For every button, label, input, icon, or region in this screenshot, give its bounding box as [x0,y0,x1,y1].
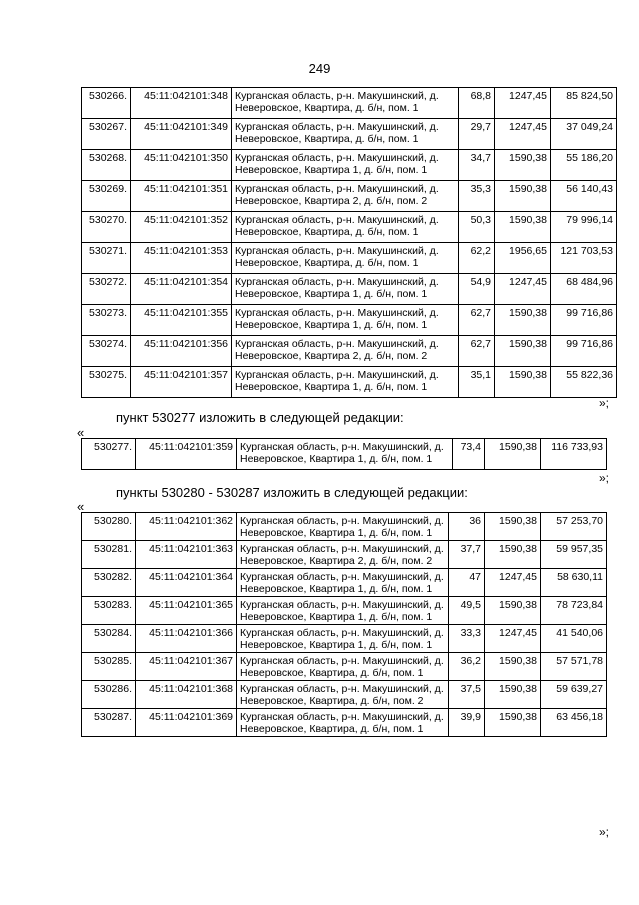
row-number-cell: 530284. [82,625,136,653]
address-cell: Курганская область, р-н. Макушинский, д. Неверовское, Квартира 1, д. б/н, пом. 1 [232,150,459,181]
area-cell: 62,2 [459,243,495,274]
cadastral-number-cell: 45:11:042101:350 [131,150,232,181]
cadastral-value-cell: 99 716,86 [551,336,617,367]
table-row [82,212,617,243]
cadastral-value-cell: 59 957,35 [541,541,607,569]
unit-price-cell: 1590,38 [485,709,541,737]
closing-quote-2: »; [598,471,609,485]
row-number-cell: 530272. [82,274,131,305]
area-cell: 35,1 [459,367,495,398]
table-row [82,119,617,150]
row-number-cell: 530274. [82,336,131,367]
unit-price-cell: 1590,38 [485,597,541,625]
register-table-1 [81,87,617,398]
address-cell: Курганская область, р-н. Макушинский, д. Неверовское, Квартира, д. б/н, пом. 1 [232,243,459,274]
cadastral-value-cell: 63 456,18 [541,709,607,737]
table-row [82,336,617,367]
table-row [82,681,607,709]
area-cell: 36 [449,513,485,541]
cadastral-number-cell: 45:11:042101:348 [131,88,232,119]
page-number: 249 [308,61,331,76]
area-cell: 62,7 [459,336,495,367]
table-row [82,150,617,181]
row-number-cell: 530266. [82,88,131,119]
cadastral-number-cell: 45:11:042101:353 [131,243,232,274]
cadastral-value-cell: 99 716,86 [551,305,617,336]
unit-price-cell: 1590,38 [485,513,541,541]
address-cell: Курганская область, р-н. Макушинский, д. Неверовское, Квартира, д. б/н, пом. 1 [232,119,459,150]
cadastral-number-cell: 45:11:042101:351 [131,181,232,212]
cadastral-number-cell: 45:11:042101:364 [136,569,237,597]
address-cell: Курганская область, р-н. Макушинский, д. Неверовское, Квартира, д. б/н, пом. 1 [232,212,459,243]
amendment-instruction-530280-530287: пункты 530280 - 530287 изложить в следующей редакции: [116,485,468,500]
table-row [82,274,617,305]
row-number-cell: 530281. [82,541,136,569]
unit-price-cell: 1247,45 [485,625,541,653]
unit-price-cell: 1590,38 [495,181,551,212]
area-cell: 37,7 [449,541,485,569]
table-row [82,541,607,569]
cadastral-number-cell: 45:11:042101:355 [131,305,232,336]
area-cell: 68,8 [459,88,495,119]
cadastral-value-cell: 68 484,96 [551,274,617,305]
unit-price-cell: 1590,38 [495,305,551,336]
cadastral-number-cell: 45:11:042101:359 [136,439,237,470]
row-number-cell: 530277. [82,439,136,470]
row-number-cell: 530268. [82,150,131,181]
cadastral-number-cell: 45:11:042101:349 [131,119,232,150]
cadastral-number-cell: 45:11:042101:366 [136,625,237,653]
address-cell: Курганская область, р-н. Макушинский, д. Неверовское, Квартира 1, д. б/н, пом. 1 [232,274,459,305]
area-cell: 35,3 [459,181,495,212]
area-cell: 54,9 [459,274,495,305]
area-cell: 29,7 [459,119,495,150]
address-cell: Курганская область, р-н. Макушинский, д. Неверовское, Квартира 2, д. б/н, пом. 2 [232,181,459,212]
table-row [82,439,607,470]
row-number-cell: 530287. [82,709,136,737]
table-row [82,653,607,681]
cadastral-number-cell: 45:11:042101:368 [136,681,237,709]
row-number-cell: 530271. [82,243,131,274]
cadastral-value-cell: 121 703,53 [551,243,617,274]
area-cell: 62,7 [459,305,495,336]
cadastral-number-cell: 45:11:042101:367 [136,653,237,681]
row-number-cell: 530282. [82,569,136,597]
table-row [82,513,607,541]
area-cell: 33,3 [449,625,485,653]
area-cell: 73,4 [453,439,485,470]
table-row [82,569,607,597]
address-cell: Курганская область, р-н. Макушинский, д. Неверовское, Квартира, д. б/н, пом. 1 [232,88,459,119]
unit-price-cell: 1590,38 [495,367,551,398]
table-row [82,181,617,212]
address-cell: Курганская область, р-н. Макушинский, д. Неверовское, Квартира 1, д. б/н, пом. 1 [237,597,449,625]
area-cell: 47 [449,569,485,597]
amendment-instruction-530277: пункт 530277 изложить в следующей редакции: [116,410,404,425]
address-cell: Курганская область, р-н. Макушинский, д. Неверовское, Квартира 2, д. б/н, пом. 2 [232,336,459,367]
register-table-3 [81,512,607,737]
cadastral-value-cell: 56 140,43 [551,181,617,212]
cadastral-number-cell: 45:11:042101:369 [136,709,237,737]
row-number-cell: 530275. [82,367,131,398]
unit-price-cell: 1247,45 [485,569,541,597]
closing-quote-3: »; [598,825,609,839]
row-number-cell: 530270. [82,212,131,243]
area-cell: 36,2 [449,653,485,681]
area-cell: 49,5 [449,597,485,625]
row-number-cell: 530280. [82,513,136,541]
cadastral-value-cell: 85 824,50 [551,88,617,119]
unit-price-cell: 1247,45 [495,119,551,150]
address-cell: Курганская область, р-н. Макушинский, д. Неверовское, Квартира 1, д. б/н, пом. 1 [232,305,459,336]
unit-price-cell: 1590,38 [485,541,541,569]
row-number-cell: 530273. [82,305,131,336]
address-cell: Курганская область, р-н. Макушинский, д. Неверовское, Квартира 1, д. б/н, пом. 1 [237,513,449,541]
table-row [82,305,617,336]
closing-quote-1: »; [598,396,609,410]
cadastral-value-cell: 57 253,70 [541,513,607,541]
cadastral-number-cell: 45:11:042101:365 [136,597,237,625]
unit-price-cell: 1590,38 [485,653,541,681]
address-cell: Курганская область, р-н. Макушинский, д. Неверовское, Квартира 1, д. б/н, пом. 1 [237,439,453,470]
cadastral-number-cell: 45:11:042101:363 [136,541,237,569]
table-row [82,88,617,119]
row-number-cell: 530286. [82,681,136,709]
address-cell: Курганская область, р-н. Макушинский, д. Неверовское, Квартира 1, д. б/н, пом. 1 [237,625,449,653]
area-cell: 34,7 [459,150,495,181]
opening-quote-2: « [77,425,85,440]
cadastral-value-cell: 58 630,11 [541,569,607,597]
address-cell: Курганская область, р-н. Макушинский, д. Неверовское, Квартира, д. б/н, пом. 1 [237,709,449,737]
unit-price-cell: 1590,38 [485,681,541,709]
area-cell: 39,9 [449,709,485,737]
unit-price-cell: 1247,45 [495,274,551,305]
cadastral-number-cell: 45:11:042101:352 [131,212,232,243]
cadastral-number-cell: 45:11:042101:354 [131,274,232,305]
cadastral-value-cell: 57 571,78 [541,653,607,681]
address-cell: Курганская область, р-н. Макушинский, д. Неверовское, Квартира, д. б/н, пом. 2 [237,681,449,709]
row-number-cell: 530285. [82,653,136,681]
address-cell: Курганская область, р-н. Макушинский, д. Неверовское, Квартира 1, д. б/н, пом. 1 [232,367,459,398]
address-cell: Курганская область, р-н. Макушинский, д. Неверовское, Квартира 1, д. б/н, пом. 1 [237,569,449,597]
table-row [82,709,607,737]
register-table-2 [81,438,607,470]
unit-price-cell: 1590,38 [495,336,551,367]
table-row [82,243,617,274]
area-cell: 37,5 [449,681,485,709]
address-cell: Курганская область, р-н. Макушинский, д. Неверовское, Квартира, д. б/н, пом. 1 [237,653,449,681]
cadastral-number-cell: 45:11:042101:357 [131,367,232,398]
cadastral-value-cell: 79 996,14 [551,212,617,243]
unit-price-cell: 1590,38 [485,439,541,470]
unit-price-cell: 1247,45 [495,88,551,119]
cadastral-value-cell: 59 639,27 [541,681,607,709]
area-cell: 50,3 [459,212,495,243]
row-number-cell: 530283. [82,597,136,625]
row-number-cell: 530267. [82,119,131,150]
opening-quote-3: « [77,499,85,514]
address-cell: Курганская область, р-н. Макушинский, д. Неверовское, Квартира 2, д. б/н, пом. 2 [237,541,449,569]
table-row [82,597,607,625]
unit-price-cell: 1956,65 [495,243,551,274]
row-number-cell: 530269. [82,181,131,212]
cadastral-value-cell: 37 049,24 [551,119,617,150]
cadastral-value-cell: 116 733,93 [541,439,607,470]
cadastral-number-cell: 45:11:042101:362 [136,513,237,541]
unit-price-cell: 1590,38 [495,212,551,243]
table-row [82,625,607,653]
unit-price-cell: 1590,38 [495,150,551,181]
cadastral-value-cell: 55 186,20 [551,150,617,181]
cadastral-value-cell: 41 540,06 [541,625,607,653]
cadastral-value-cell: 78 723,84 [541,597,607,625]
cadastral-value-cell: 55 822,36 [551,367,617,398]
cadastral-number-cell: 45:11:042101:356 [131,336,232,367]
table-row [82,367,617,398]
